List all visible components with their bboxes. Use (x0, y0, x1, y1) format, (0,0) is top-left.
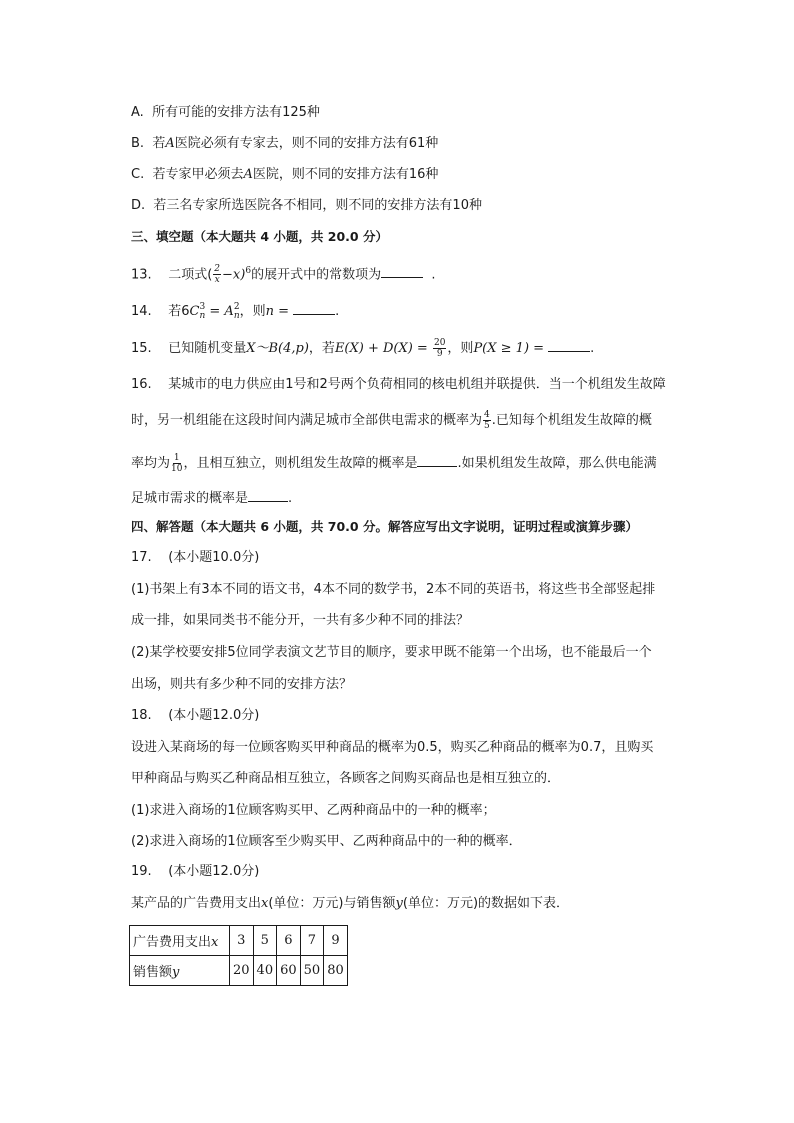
question-number: 14. (131, 304, 152, 319)
question-number: 13. (131, 267, 152, 283)
arrangement-sub: n (233, 310, 240, 321)
q19-text: (单位：万元)的数据如下表． (402, 896, 570, 911)
q19-text: 某产品的广告费用支出 (131, 896, 262, 911)
q17-part-2-line-2: 出场，则共有多少种不同的安排方法？ (131, 677, 353, 692)
answer-blank[interactable] (381, 263, 423, 278)
variable-n: n (265, 304, 274, 319)
variable-y: y (395, 896, 403, 911)
option-var: A (243, 167, 253, 182)
fraction-numerator: 4 (484, 410, 490, 420)
answer-blank[interactable] (548, 337, 590, 352)
table-cell: 3 (230, 926, 254, 956)
q18-stem-line-1: 设进入某商场的每一位顾客购买甲种商品的概率为0.5，购买乙种商品的概率为0.7，且购买 (131, 740, 654, 755)
question-14 (131, 300, 339, 322)
option-var: A (165, 136, 175, 151)
row-var: y (172, 965, 180, 980)
question-16-line-1 (131, 375, 666, 395)
q16-text: .如果机组发生故障，那么供电能满 (457, 456, 657, 471)
table-row (130, 956, 348, 986)
arrangement-symbol: A (224, 304, 234, 319)
question-number: 16. (131, 377, 152, 392)
q16-text: 时，另一机组能在这段时间内满足城市全部供电需求的概率为 (131, 413, 483, 428)
q16-text: .已知每个机组发生故障的概 (491, 413, 652, 428)
option-d (131, 196, 482, 216)
q16-text: ，且相互独立，则机组发生故障的概率是 (183, 456, 418, 471)
q18-part-1: (1)求进入商场的1位顾客购买甲、乙两种商品中的一种的概率； (131, 803, 496, 818)
fraction-denominator: 5 (484, 421, 490, 431)
q19-stem (131, 894, 569, 914)
fraction-numerator: 20 (433, 338, 446, 348)
question-17-header (131, 548, 259, 568)
option-text-pre: 若专家甲必须去 (152, 167, 244, 182)
answer-blank[interactable] (293, 300, 335, 315)
q14-text-pre: 若6 (168, 304, 190, 319)
variable-x: x (261, 896, 269, 911)
q17-part-1-line-2: 成一排，如果同类书不能分开，一共有多少种不同的排法？ (131, 613, 470, 628)
table-row (130, 926, 348, 956)
question-score: (本小题12.0分) (168, 708, 260, 723)
q18-stem-line-2: 甲种商品与购买乙种商品相互独立，各顾客之间购买商品也是相互独立的． (131, 771, 561, 786)
question-score: (本小题12.0分) (168, 864, 260, 879)
table-cell: 5 (253, 926, 277, 956)
row-label: 广告费用支出 (133, 935, 212, 950)
fraction (433, 338, 446, 359)
option-text: 所有可能的安排方法有125种 (152, 105, 320, 120)
table-cell: 6 (277, 926, 301, 956)
option-text-post: 医院必须有专家去，则不同的安排方法有61种 (174, 136, 439, 151)
q15-text-mid: ，若 (308, 341, 335, 356)
q16-text: 足城市需求的概率是 (131, 491, 249, 506)
table-cell: 9 (324, 926, 348, 956)
question-16-line-4 (131, 487, 292, 509)
table-cell: 20 (230, 956, 254, 986)
q17-part-2-line-1: (2)某学校要安排5位同学表演文艺节目的顺序，要求甲既不能第一个出场，也不能最后一个 (131, 645, 652, 660)
q14-tail: . (335, 304, 340, 319)
question-16-line-2 (131, 410, 652, 431)
fraction-denominator: 9 (436, 349, 443, 359)
question-15 (131, 337, 594, 359)
equals: = (274, 304, 294, 319)
question-19-header (131, 862, 259, 882)
arrangement-sup: 2 (233, 301, 240, 312)
q15-probability: P(X ≥ 1) = (473, 341, 549, 356)
q16-text: 某城市的电力供应由1号和2号两个负荷相同的核电机组并联提供．当一个机组发生故障 (168, 377, 666, 392)
option-text-pre: 若 (152, 136, 166, 151)
option-text: 若三名专家所选医院各不相同，则不同的安排方法有10种 (153, 198, 482, 213)
question-number: 15. (131, 341, 152, 356)
table-cell: 60 (277, 956, 301, 986)
q16-text: 率均为 (131, 456, 171, 471)
q13-tail: . (431, 267, 436, 283)
fraction-numerator: 1 (173, 453, 180, 463)
row-label: 销售额 (133, 965, 173, 980)
fraction (171, 453, 182, 474)
option-letter: D. (131, 198, 146, 213)
fraction (213, 264, 221, 285)
q18-part-2: (2)求进入商场的1位顾客至少购买甲、乙两种商品中的一种的概率． (131, 834, 522, 849)
question-score: (本小题10.0分) (168, 550, 260, 565)
table-cell: 40 (253, 956, 277, 986)
q19-text: (单位：万元)与销售额 (268, 896, 396, 911)
q16-text: . (288, 491, 293, 506)
fraction (483, 410, 491, 431)
q15-expectation: E(X) + D(X) = (334, 341, 432, 356)
exponent: 6 (245, 266, 252, 276)
q15-tail: . (590, 341, 595, 356)
option-letter: C. (131, 167, 145, 182)
option-b (131, 134, 438, 154)
fraction-numerator: 2 (214, 264, 221, 275)
answer-blank[interactable] (417, 452, 457, 467)
q17-part-1-line-1: (1)书架上有3本不同的语文书，4本不同的数学书，2本不同的英语书，将这些书全部竖起排 (131, 582, 656, 597)
combination-sub: n (199, 310, 206, 321)
row-header-sales (130, 956, 230, 986)
option-letter: A. (131, 105, 144, 120)
question-13 (131, 261, 435, 285)
combination-sup: 3 (199, 301, 206, 312)
q15-distribution: X～B(4,p) (246, 341, 309, 356)
section-heading-fill-in: 三、填空题（本大题共 4 小题，共 20.0 分） (131, 229, 388, 244)
option-c (131, 165, 438, 185)
q13-text-post: 的展开式中的常数项为 (251, 267, 382, 283)
q13-text-pre: 二项式( (168, 267, 213, 283)
data-table (129, 925, 348, 986)
question-number: 19. (131, 864, 152, 879)
question-number: 18. (131, 708, 152, 723)
option-text-post: 医院，则不同的安排方法有16种 (252, 167, 439, 182)
table-cell: 80 (324, 956, 348, 986)
option-a (131, 103, 320, 123)
equals: = (205, 304, 225, 319)
section-heading-solution: 四、解答题（本大题共 6 小题，共 70.0 分。解答应写出文字说明，证明过程或演算步骤） (131, 519, 638, 534)
row-var: x (211, 935, 219, 950)
row-header-ad-cost (130, 926, 230, 956)
combination-symbol: C (189, 304, 200, 319)
fraction-denominator: x (214, 275, 220, 286)
q15-text-pre: 已知随机变量 (168, 341, 247, 356)
question-number: 17. (131, 550, 152, 565)
option-letter: B. (131, 136, 145, 151)
question-18-header (131, 706, 259, 726)
question-16-line-3 (131, 452, 657, 474)
table-cell: 7 (300, 926, 324, 956)
answer-blank[interactable] (248, 487, 288, 502)
q13-expr: −x) (222, 267, 246, 283)
q14-text-mid: ，则 (239, 304, 266, 319)
q15-text-mid2: ，则 (447, 341, 474, 356)
fraction-denominator: 10 (171, 464, 183, 474)
table-cell: 50 (300, 956, 324, 986)
